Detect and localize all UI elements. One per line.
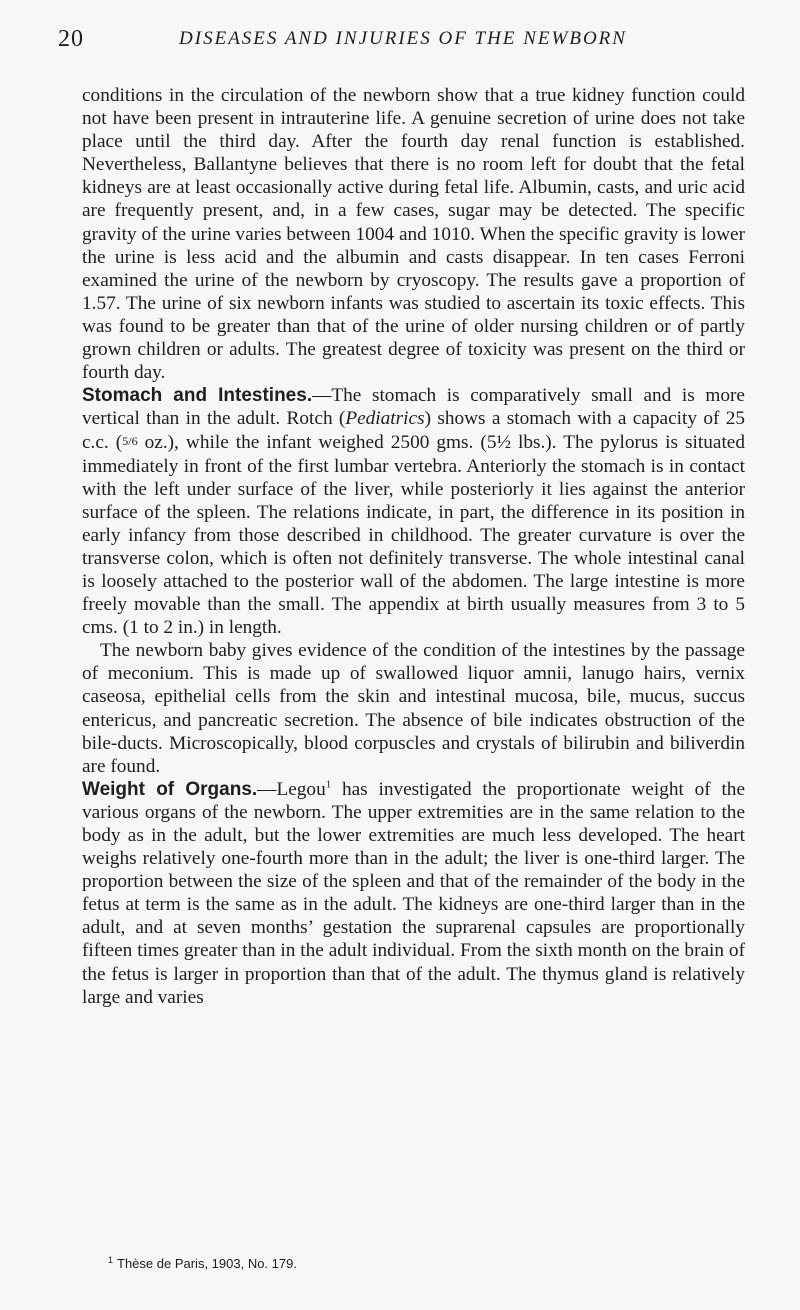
weight-text-a: —Legou <box>257 778 326 800</box>
footnote-reference: 1 <box>325 778 332 791</box>
paragraph-kidney-function: conditions in the circulation of the newborn show that a true kidney function could not have been present in intrauterine life. A genuine secretion of urine does not take place until the third day. After the fourth day renal function is established. Nevertheless, Ballantyne believes that there is no room left for doubt that the fetal kidneys are at least occasionally active during fetal life. Albumin, casts, and uric acid are frequently present, and, in a few cases, sugar may be detected. The specific gravity of the urine varies between 1004 and 1010. When the specific gravity is lower the urine is less acid and the albumin and casts disappear. In ten cases Ferroni examined the urine of the newborn by cryoscopy. The results gave a proportion of 1.57. The urine of six newborn infants was studied to ascertain its toxic effects. This was found to be greater than that of the urine of older nursing children or of partly grown children or adults. The greatest degree of toxicity was present on the third or fourth day. <box>82 85 745 384</box>
paragraph-weight-of-organs <box>82 778 745 1009</box>
paragraph-meconium: The newborn baby gives evidence of the condition of the intestines by the passage of meconium. This is made up of swallowed liquor amnii, lanugo hairs, vernix caseosa, epithelial cells from the skin and intestinal mucosa, bile, mucus, succus entericus, and pancreatic secretion. The absence of bile indicates obstruction of the bile-ducts. Microscopically, blood corpuscles and crystals of bilirubin and biliverdin are found. <box>82 640 745 777</box>
footnote-marker: 1 <box>108 1254 114 1265</box>
stomach-text-b: ) shows a stomach with a capacity of 25 c.c. ( <box>82 408 746 454</box>
weight-text-b: has investigated the proportionate weight of the various organs of the newborn. The upper extremities are in the same relation to the body as in the adult, but the lower extremities are much less developed. The heart weighs relatively one-fourth more than in the adult; the liver is one-third larger. The proportion between the size of the spleen and that of the remainder of the body in the fetus at term is the same as in the adult. The kidneys are one-third larger than in the adult, and at seven months’ gestation the suprarenal capsules are proportionally fifteen times greater than in the adult individual. From the sixth month on the brain of the fetus is larger in proportion than that of the adult. The thymus gland is relatively large and varies <box>82 778 746 1008</box>
stomach-text-a: —The stomach is comparatively small and is more vertical than in the adult. Rotch ( <box>82 385 745 430</box>
footnote-text: Thèse de Paris, 1903, No. 179. <box>117 1256 297 1271</box>
capacity-fraction: 5/6 <box>122 434 138 449</box>
footnote <box>108 1256 728 1271</box>
running-head-title: DISEASES AND INJURIES OF THE NEWBORN <box>179 28 627 49</box>
rotch-pediatrics-citation: Pediatrics <box>345 408 425 430</box>
section-heading-weight-of-organs: Weight of Organs. <box>82 778 258 800</box>
stomach-text-c: oz.), while the infant weighed 2500 gms. (5½ lbs.). The pylorus is situated immediately in front of the first lumbar vertebra. Anteriorly the stomach is in contact with the left under surface of the liver, while posteriorly it lies against the anterior surface of the spleen. The relations indicate, in part, the difference in its position in early infancy from those described in childhood. The greater curvature is over the transverse colon, which is often not definitely transverse. The whole intestinal canal is loosely attached to the posterior wall of the abdomen. The large intestine is more freely movable than the small. The appendix at birth usually measures from 3 to 5 cms. (1 to 2 in.) in length. <box>82 432 746 639</box>
body-text <box>82 84 745 1009</box>
page-number: 20 <box>58 26 84 52</box>
paragraph-stomach-intestines <box>82 384 745 639</box>
section-heading-stomach-intestines: Stomach and Intestines. <box>82 385 313 407</box>
running-head <box>58 26 748 56</box>
